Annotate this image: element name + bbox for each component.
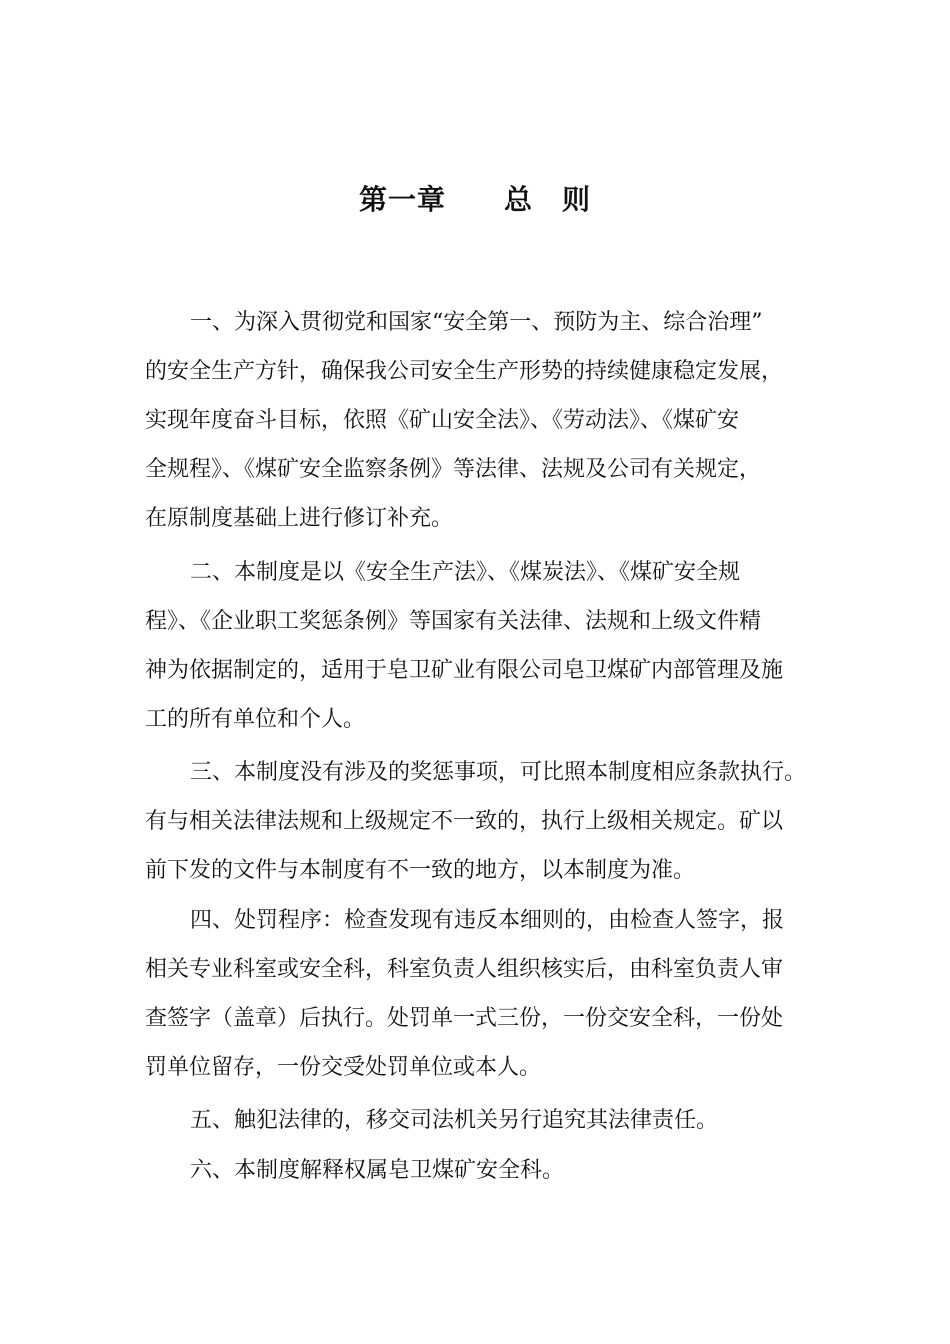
paragraph-line: 一、为深入贯彻党和国家“安全第一、预防为主、综合治理” <box>190 310 763 335</box>
paragraph-2 <box>145 548 825 744</box>
paragraph-line: 罚单位留存，一份交受处罚单位或本人。 <box>145 1055 542 1080</box>
paragraph-line: 三、本制度没有涉及的奖惩事项，可比照本制度相应条款执行。 <box>190 760 807 785</box>
paragraph-line: 相关专业科室或安全科，科室负责人组织核实后，由科室负责人审 <box>145 957 784 982</box>
paragraph-line: 四、处罚程序：检查发现有违反本细则的，由检查人签字，报 <box>190 908 785 933</box>
paragraph-6 <box>145 1146 825 1195</box>
paragraph-5 <box>145 1096 825 1145</box>
paragraph-3 <box>145 748 825 895</box>
chapter-title: 第一章 总 则 <box>358 183 591 216</box>
paragraph-line: 查签字（盖章）后执行。处罚单一式三份，一份交安全科，一份处 <box>145 1006 784 1031</box>
paragraph-line: 神为依据制定的，适用于皂卫矿业有限公司皂卫煤矿内部管理及施 <box>145 658 784 683</box>
paragraph-line: 前下发的文件与本制度有不一致的地方，以本制度为准。 <box>145 858 696 883</box>
paragraph-line: 实现年度奋斗目标，依照《矿山安全法》、《劳动法》、《煤矿安 <box>145 408 740 433</box>
paragraph-line: 工的所有单位和个人。 <box>145 707 366 732</box>
paragraph-1 <box>145 298 825 543</box>
paragraph-line: 有与相关法律法规和上级规定不一致的，执行上级相关规定。矿以 <box>145 809 784 834</box>
paragraph-line: 在原制度基础上进行修订补充。 <box>145 506 454 531</box>
paragraph-4 <box>145 896 825 1092</box>
paragraph-line: 二、本制度是以《安全生产法》、《煤炭法》、《煤矿安全规 <box>190 560 741 585</box>
paragraph-line: 五、触犯法律的，移交司法机关另行追究其法律责任。 <box>190 1108 719 1133</box>
paragraph-line: 程》、《企业职工奖惩条例》等国家有关法律、法规和上级文件精 <box>145 609 762 634</box>
paragraph-line: 六、本制度解释权属皂卫煤矿安全科。 <box>190 1158 565 1183</box>
paragraph-line: 全规程》、《煤矿安全监察条例》等法律、法规及公司有关规定， <box>145 457 762 482</box>
paragraph-line: 的安全生产方针，确保我公司安全生产形势的持续健康稳定发展， <box>145 359 784 384</box>
